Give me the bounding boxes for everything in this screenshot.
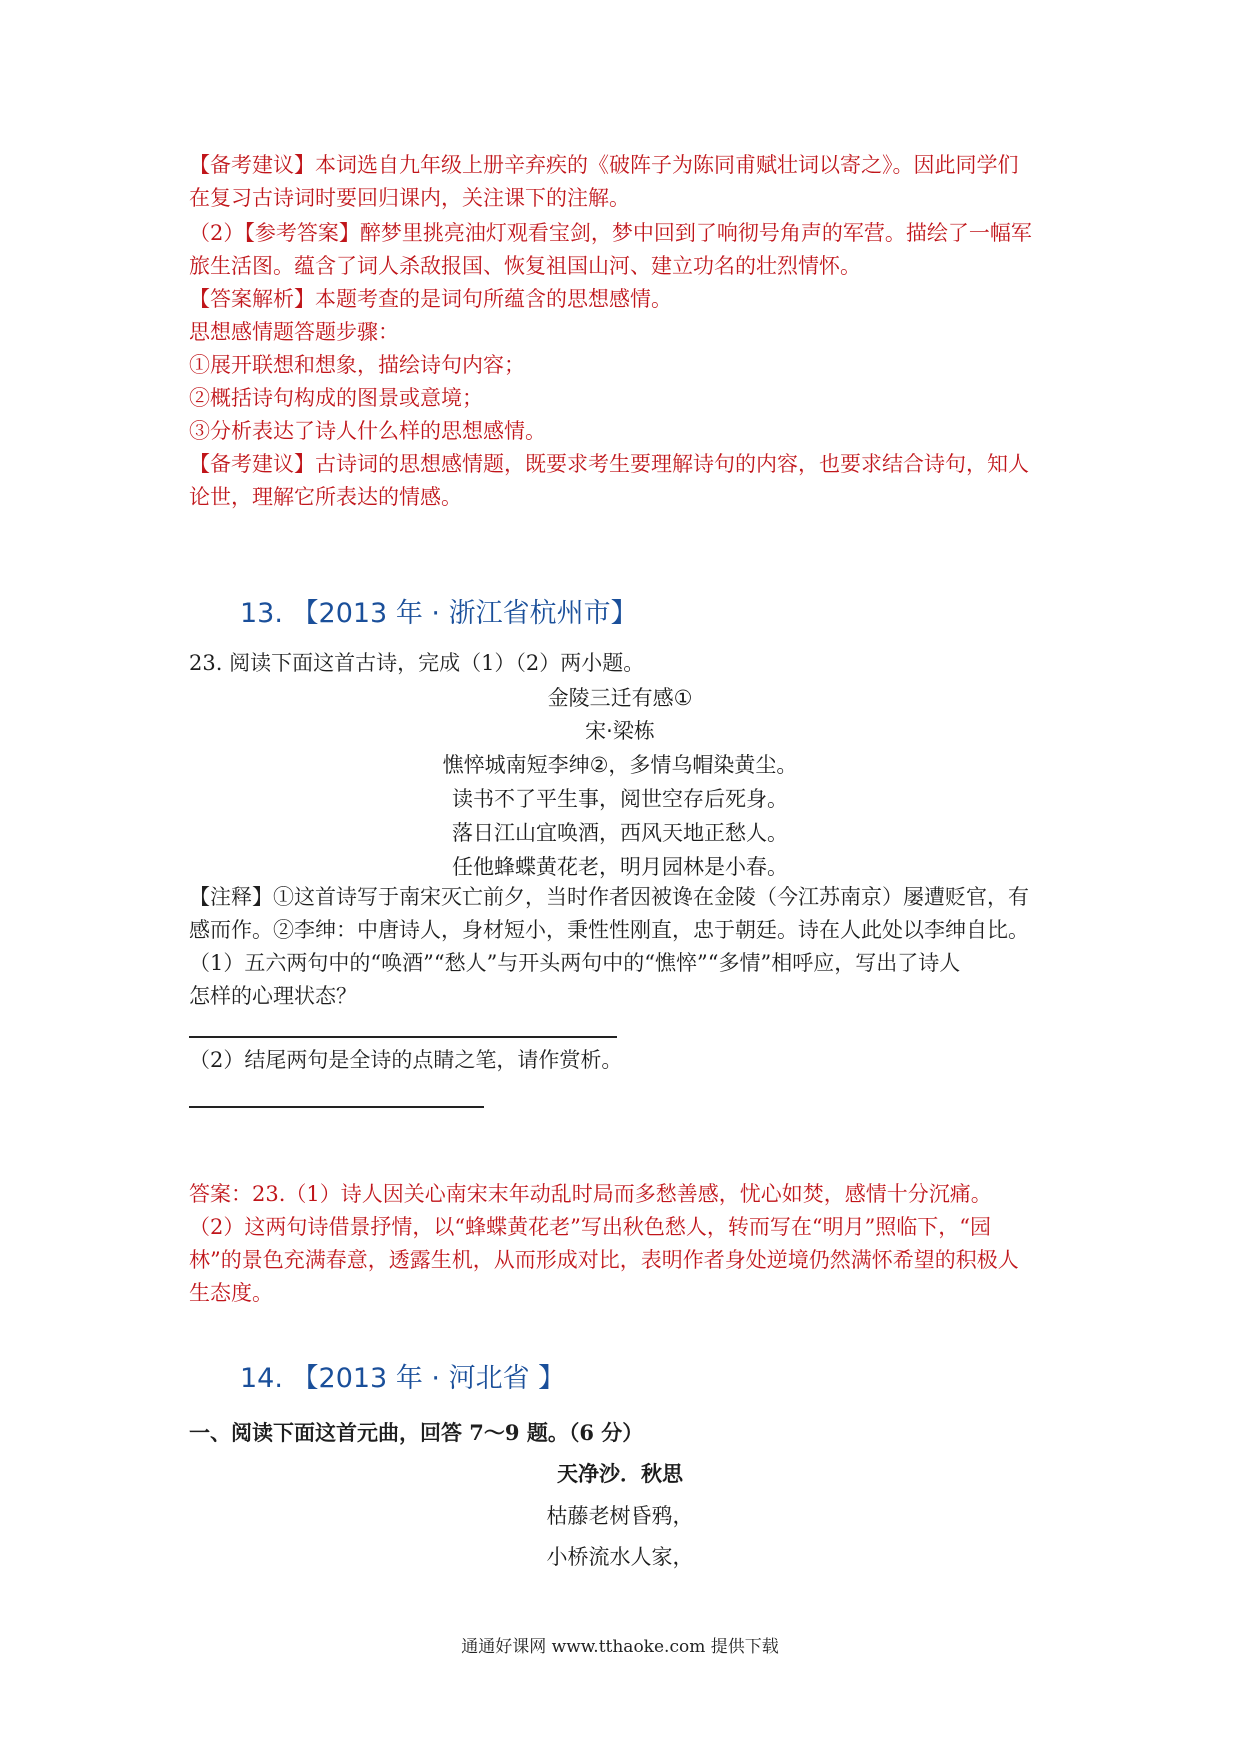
note-line2: 感而作。②李绅：中唐诗人，身材短小，秉性性刚直，忠于朝廷。诗在人此处以李绅自比。 [189,918,1029,942]
poem-line: 任他蜂蝶黄花老，明月园林是小春。 [452,855,788,879]
question-1-line1: （1）五六两句中的“唤酒”“愁人”与开头两句中的“憔悴”“多情”相呼应，写出了诗人 [189,951,961,975]
yuanqu-line: 小桥流水人家， [546,1545,694,1569]
yuanqu-line: 枯藤老树昏鸦， [546,1504,694,1528]
question-1-line2: 怎样的心理状态？ [189,984,357,1008]
yuanqu-title: 天净沙．秋思 [557,1462,683,1486]
answer-line1: 答案：23.（1）诗人因关心南宋末年动乱时局而多愁善感，忧心如焚，感情十分沉痛。 [189,1182,992,1206]
steps-title: 思想感情题答题步骤： [189,320,399,344]
section-13-heading: 13. 【2013 年 · 浙江省杭州市】 [240,598,638,629]
section-14-heading: 14. 【2013 年 · 河北省 】 [240,1363,566,1394]
answer-blank-2[interactable] [189,1106,484,1108]
step-1: ①展开联想和想象，描绘诗句内容； [189,353,525,377]
poem-line: 落日江山宜唤酒，西风天地正愁人。 [452,821,788,845]
step-2: ②概括诗句构成的图景或意境； [189,386,483,410]
poem-title: 金陵三迁有感① [547,686,693,710]
poem-line: 憔悴城南短李绅②，多情乌帽染黄尘。 [442,753,798,777]
page-footer: 通通好课网 www.tthaoke.com 提供下载 [461,1637,779,1657]
suggestion-2-line2: 论世，理解它所表达的情感。 [189,485,462,509]
suggestion-2-line1: 【备考建议】古诗词的思想感情题，既要求考生要理解诗句的内容，也要求结合诗句，知人 [189,452,1029,476]
note-line1: 【注释】①这首诗写于南宋灭亡前夕，当时作者因被谗在金陵（今江苏南京）屡遭贬官，有 [189,885,1029,909]
answer-blank-1[interactable] [189,1036,617,1038]
answer-2-line1: （2）【参考答案】醉梦里挑亮油灯观看宝剑，梦中回到了响彻号角声的军营。描绘了一幅军 [189,221,1032,245]
analysis-line: 【答案解析】本题考查的是词句所蕴含的思想感情。 [189,287,672,311]
section-14-question-intro: 一、阅读下面这首元曲，回答 7～9 题。（6 分） [189,1420,644,1445]
poem-line: 读书不了平生事，阅世空存后死身。 [452,787,788,811]
question-2: （2）结尾两句是全诗的点睛之笔，请作赏析。 [189,1048,623,1072]
answer-2-line2: 旅生活图。蕴含了词人杀敌报国、恢复祖国山河、建立功名的壮烈情怀。 [189,254,861,278]
question-23-intro: 23. 阅读下面这首古诗，完成（1）（2）两小题。 [189,651,645,675]
suggestion-1-line1: 【备考建议】本词选自九年级上册辛弃疾的《破阵子为陈同甫赋壮词以寄之》。因此同学们 [189,153,1019,177]
poem-author: 宋·梁栋 [585,719,655,743]
step-3: ③分析表达了诗人什么样的思想感情。 [189,419,546,443]
answer-line4: 生态度。 [189,1281,273,1305]
answer-line2: （2）这两句诗借景抒情，以“蜂蝶黄花老”写出秋色愁人，转而写在“明月”照临下，“园 [189,1215,992,1239]
answer-line3: 林”的景色充满春意，透露生机，从而形成对比，表明作者身处逆境仍然满怀希望的积极人 [189,1248,1019,1272]
suggestion-1-line2: 在复习古诗词时要回归课内，关注课下的注解。 [189,186,630,210]
